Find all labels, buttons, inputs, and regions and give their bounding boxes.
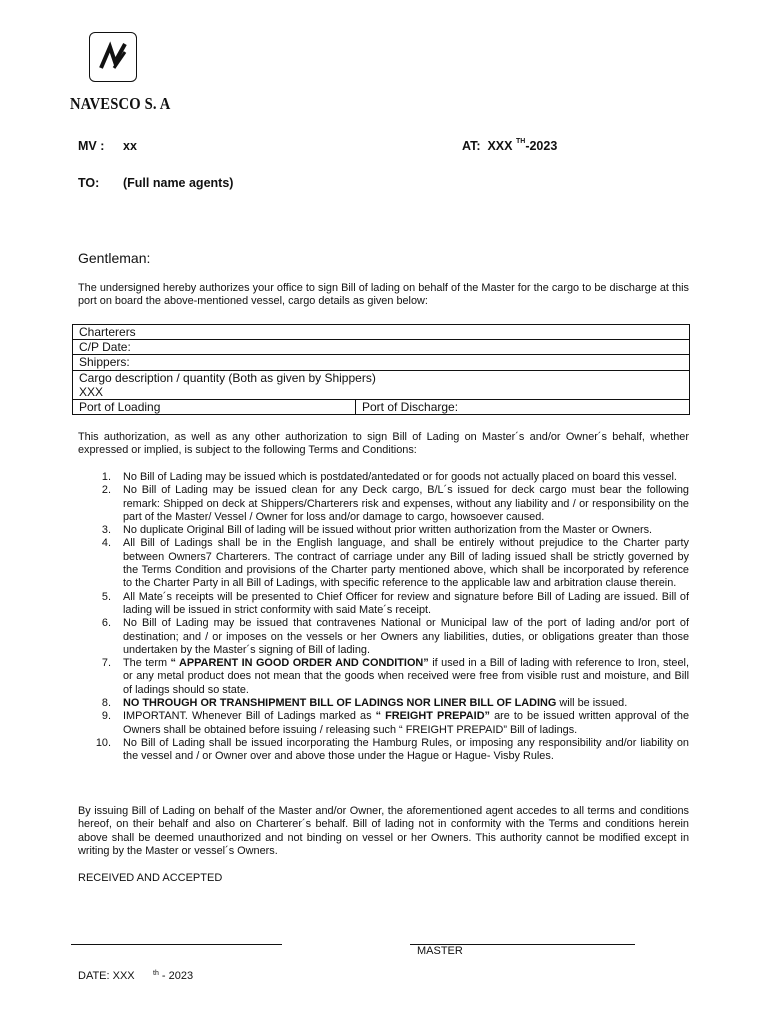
list-item: 6. No Bill of Lading may be issued that contravenes National or Municipal law of the port of lading and/or port of destination; and / or imposes on the vessels or her Owners any liabilities, duties, or obligations greater than those undertaken by the Master´s signing of Bill of lading. <box>101 617 689 656</box>
company-logo <box>89 32 137 82</box>
at-value: XXX <box>487 139 513 153</box>
shippers-cell: Shippers: <box>73 355 690 370</box>
mv-value: xx <box>123 139 137 153</box>
table-row <box>73 370 690 399</box>
agent-signature-line <box>71 944 282 945</box>
at-label: AT: <box>462 139 481 153</box>
cargo-description-label: Cargo description / quantity (Both as given by Shippers) <box>79 370 376 385</box>
date-year: - 2023 <box>161 970 194 982</box>
table-row <box>73 400 690 415</box>
mv-label: MV : <box>78 139 105 153</box>
cargo-details-table <box>72 324 690 415</box>
received-accepted: RECEIVED AND ACCEPTED <box>78 872 223 884</box>
table-row <box>73 355 690 370</box>
at-sup: TH <box>515 138 526 145</box>
authorization-paragraph: This authorization, as well as any other authorization to sign Bill of Lading on Master´s and/or Owner´s behalf, whether expressed or implied, is subject to the following Terms and Conditions: <box>78 431 689 457</box>
cargo-description-cell <box>73 370 690 399</box>
port-of-loading-cell: Port of Loading <box>73 400 356 415</box>
to-label: TO: <box>78 176 100 190</box>
cargo-description-value: XXX <box>79 384 104 399</box>
date-field <box>78 970 193 982</box>
table-row <box>73 325 690 340</box>
list-item: 4. All Bill of Ladings shall be in the English language, and shall be entirely without prejudice to the Charter party between Owners7 Charterers. The contract of carriage under any Bill of lading issued shall be strictly governed by the Terms Condition and provisions of the Charter party mentioned above, which shall be incorporated by reference to the Charter Party in all Bill of Ladings, with specific reference to the applicable law and arbitration clause therein. <box>101 537 689 590</box>
port-of-discharge-cell: Port of Discharge: <box>356 400 690 415</box>
table-row <box>73 340 690 355</box>
navesco-logo-icon <box>94 38 132 76</box>
to-value: (Full name agents) <box>123 176 234 190</box>
company-name: NAVESCO S. A <box>70 94 171 113</box>
intro-paragraph: The undersigned hereby authorizes your office to sign Bill of lading on behalf of the Master for the cargo to be discharge at this port on board the above-mentioned vessel, cargo details as given below: <box>78 282 689 308</box>
list-item: 9. IMPORTANT. Whenever Bill of Ladings marked as “ FREIGHT PREPAID” are to be issued written approval of the Owners shall be obtained before issuing / releasing such “ FREIGHT PREPAID” Bill of ladings. <box>101 710 690 736</box>
closing-paragraph: By issuing Bill of Lading on behalf of the Master and/or Owner, the aforementioned agent accedes to all terms and conditions hereof, on their behalf and also on Charterer´s behalf. Bill of lading not in conformity with the Terms and conditions herein above shall be deemed unauthorized and not binding on vessel or her Owners. This authority cannot be modified except in writing by the Master or vessel´s Owners. <box>78 805 689 857</box>
list-item: 10. No Bill of Lading shall be issued incorporating the Hamburg Rules, or imposing any responsibility and/or liability on the vessel and / or Owner over and above those under the Hague or Hague- Visby Rules. <box>95 736 689 763</box>
date-sup: th <box>153 970 159 977</box>
at-field <box>462 139 557 153</box>
charterers-cell: Charterers <box>73 325 690 340</box>
list-item: 3. No duplicate Original Bill of lading will be issued without prior written authorization from the Master or Owners. <box>101 524 653 537</box>
cp-date-cell: C/P Date: <box>73 340 690 355</box>
list-item: 5. All Mate´s receipts will be presented to Chief Officer for review and signature before Bill of Lading are issued. Bill of lading will be issued in strict conformity with said Mate´s receipt. <box>101 590 689 616</box>
list-item: 8. NO THROUGH OR TRANSHIPMENT BILL OF LADINGS NOR LINER BILL OF LADING will be issued. <box>101 697 628 710</box>
master-label: MASTER <box>417 945 463 957</box>
date-label: DATE: XXX <box>78 970 135 982</box>
greeting: Gentleman: <box>78 250 151 266</box>
list-item: 7. The term “ APPARENT IN GOOD ORDER AND CONDITION” if used in a Bill of lading with reference to Iron, steel, or any metal product does not mean that the goods when received were free from visible rust and moisture, and Bill of ladings should so state. <box>101 657 689 696</box>
at-year: -2023 <box>525 139 558 153</box>
list-item: 1. No Bill of Lading may be issued which is postdated/antedated or for goods not actually placed on board this vessel. <box>101 471 677 483</box>
list-item: 2. No Bill of Lading may be issued clean for any Deck cargo, B/L´s issued for deck cargo must bear the following remark: Shipped on deck at Shippers/Charterers risk and expenses, without any liability and / or responsibility on the part of the Master/ Vessel / Owner for loss and/or damage to cargo, howsoever caused. <box>101 484 689 523</box>
terms-list <box>78 471 689 764</box>
